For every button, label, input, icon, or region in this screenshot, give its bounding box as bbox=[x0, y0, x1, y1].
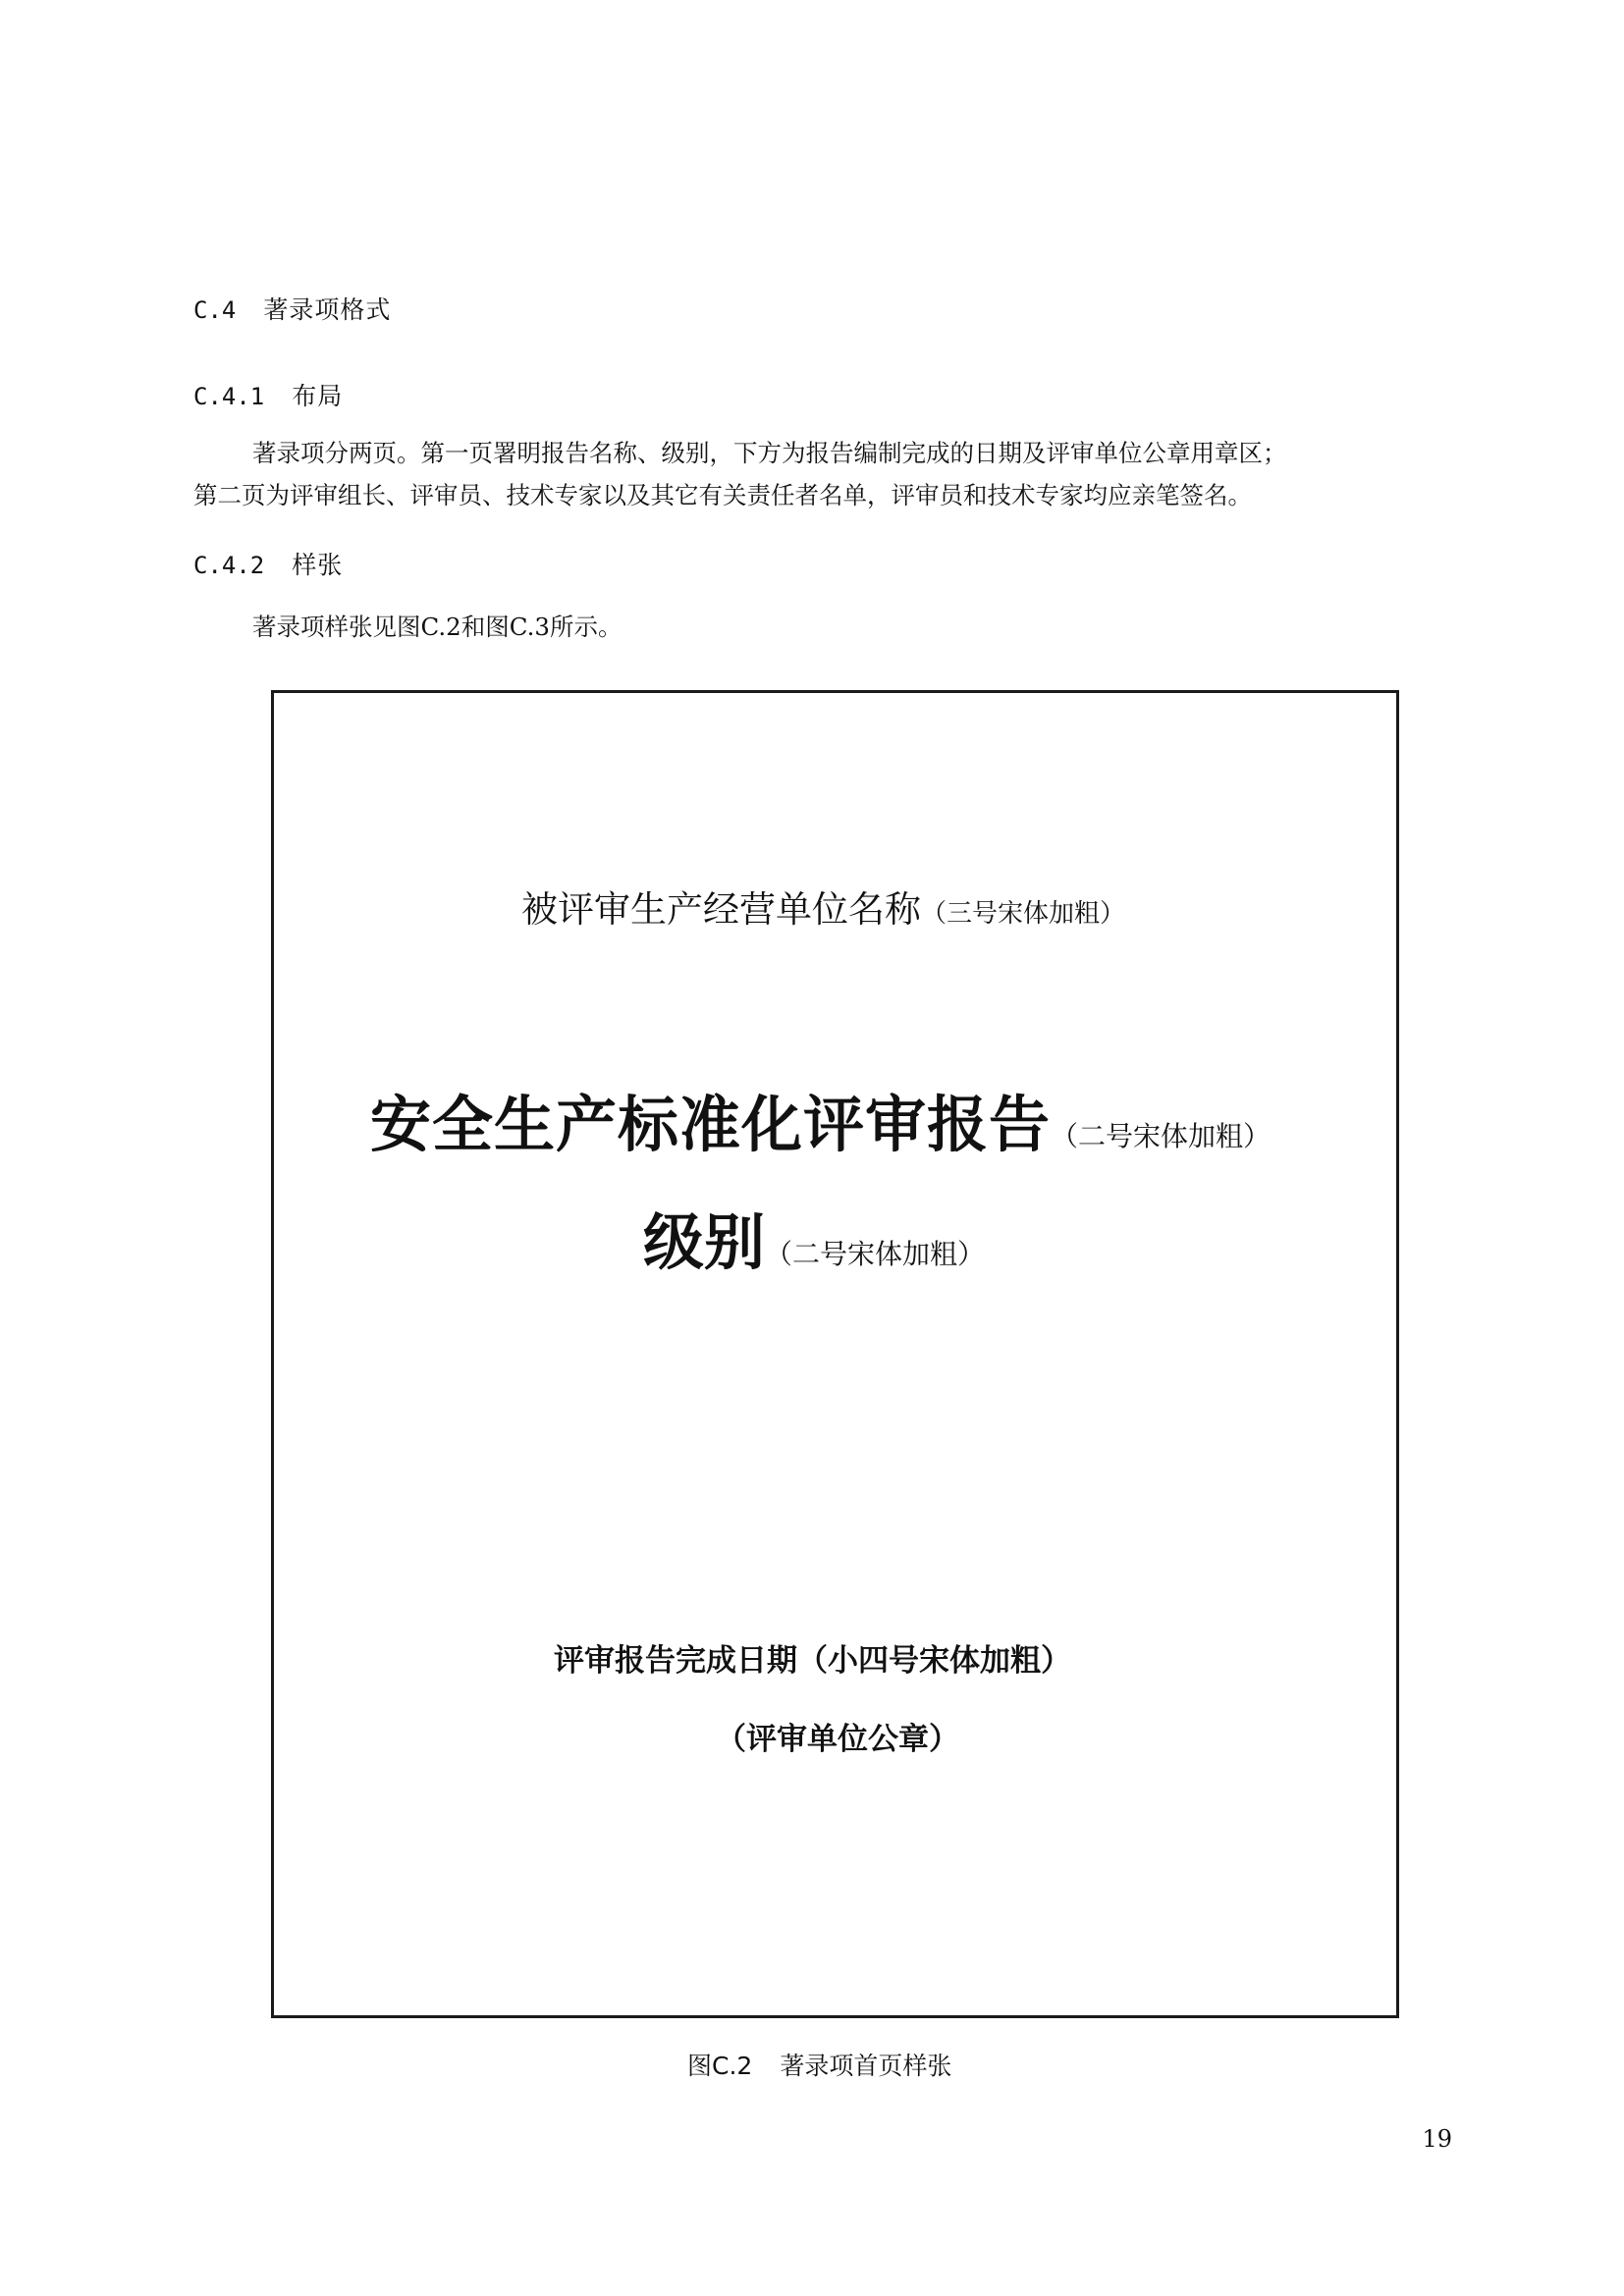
paragraph-line: 第二页为评审组长、评审员、技术专家以及其它有关责任者名单，评审员和技术专家均应亲笔签名。 bbox=[193, 481, 1252, 509]
section-number: C.4.1 bbox=[193, 383, 265, 410]
level-note: （二号宋体加粗） bbox=[765, 1238, 986, 1270]
sample-level bbox=[643, 1194, 1624, 1281]
report-title-text: 安全生产标准化评审报告 bbox=[370, 1089, 1052, 1160]
sample-seal-area: （评审单位公章） bbox=[716, 1722, 959, 1757]
figure-number: 图C.2 bbox=[687, 2052, 753, 2080]
section-number: C.4 bbox=[193, 296, 237, 324]
org-name-note: （三号宋体加粗） bbox=[921, 899, 1126, 929]
section-heading-c41 bbox=[193, 377, 343, 412]
figure-caption bbox=[687, 2047, 951, 2082]
level-text: 级别 bbox=[643, 1206, 766, 1278]
figure-title: 著录项首页样张 bbox=[780, 2052, 952, 2080]
page-number: 19 bbox=[1422, 2125, 1452, 2153]
sample-org-name bbox=[521, 880, 1624, 933]
section-heading-c4 bbox=[193, 291, 391, 326]
section-title: 样张 bbox=[292, 551, 344, 579]
sample-report-title bbox=[370, 1076, 1492, 1163]
org-name-text: 被评审生产经营单位名称 bbox=[521, 888, 921, 931]
paragraph-line: 著录项分两页。第一页署明报告名称、级别，下方为报告编制完成的日期及评审单位公章用章区； bbox=[252, 439, 1287, 467]
section-heading-c42 bbox=[193, 546, 343, 581]
section-title: 著录项格式 bbox=[263, 295, 392, 324]
layout-paragraph bbox=[193, 432, 1480, 516]
report-title-note: （二号宋体加粗） bbox=[1051, 1120, 1272, 1152]
sample-cover-frame bbox=[271, 690, 1399, 2018]
section-title: 布局 bbox=[292, 382, 344, 410]
sample-paragraph: 著录项样张见图C.2和图C.3所示。 bbox=[252, 613, 623, 641]
sample-completion-date: 评审报告完成日期（小四号宋体加粗） bbox=[554, 1643, 1071, 1679]
section-number: C.4.2 bbox=[193, 552, 265, 579]
